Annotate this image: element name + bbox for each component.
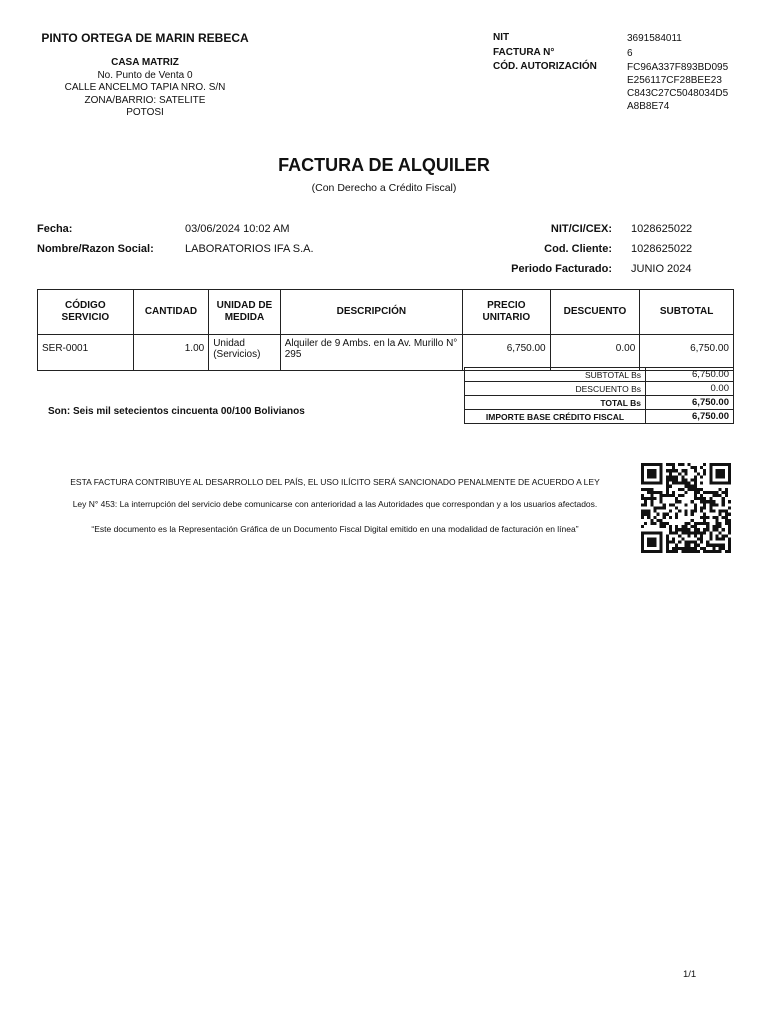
fecha-label: Fecha: xyxy=(37,223,73,235)
cell-codigo: SER-0001 xyxy=(38,335,134,371)
col-header-descripcion: DESCRIPCIÓN xyxy=(280,290,462,335)
nombre-label: Nombre/Razon Social: xyxy=(37,243,154,255)
totals-row-subtotal xyxy=(465,368,734,382)
qr-code-icon xyxy=(641,463,731,553)
cell-precio: 6,750.00 xyxy=(463,335,551,371)
invoice-number-value: 6 xyxy=(627,47,633,59)
descuento-value: 0.00 xyxy=(646,382,734,396)
period-label: Periodo Facturado: xyxy=(511,263,612,275)
col-header-subtotal: SUBTOTAL xyxy=(640,290,734,335)
cell-unidad: Unidad (Servicios) xyxy=(209,335,281,371)
page-number: 1/1 xyxy=(683,969,697,980)
authorization-code-line: E256117CF28BEE23 xyxy=(627,75,722,86)
authorization-label: CÓD. AUTORIZACIÓN xyxy=(493,61,597,72)
authorization-code-line: C843C27C5048034D5 xyxy=(627,88,729,99)
issuer-branch: CASA MATRIZ xyxy=(111,57,179,68)
issuer-city: POTOSI xyxy=(126,107,164,118)
issuer-address-line1: CALLE ANCELMO TAPIA NRO. S/N xyxy=(64,82,226,93)
issuer-address-line2: ZONA/BARRIO: SATELITE xyxy=(84,94,206,106)
items-table xyxy=(37,289,734,371)
client-nit-value: 1028625022 xyxy=(631,223,693,235)
col-header-precio: PRECIO UNITARIO xyxy=(463,290,551,335)
table-header-row xyxy=(38,290,734,335)
client-code-label: Cod. Cliente: xyxy=(544,243,612,255)
amount-in-words: Son: Seis mil setecientos cincuenta 00/100 Bolivianos xyxy=(48,406,305,417)
subtotal-label: SUBTOTAL Bs xyxy=(465,368,646,382)
cell-descripcion: Alquiler de 9 Ambs. en la Av. Murillo N° 295 xyxy=(280,335,462,371)
legal-line-2: Ley N° 453: La interrupción del servicio debe comunicarse con anterioridad a las Autoridades que correspondan y a los usuarios afectados. xyxy=(72,499,598,509)
issuer-name: PINTO ORTEGA DE MARIN REBECA xyxy=(41,31,249,45)
importe-label: IMPORTE BASE CRÉDITO FISCAL xyxy=(465,410,646,424)
period-value: JUNIO 2024 xyxy=(631,263,692,275)
document-subtitle: (Con Derecho a Crédito Fiscal) xyxy=(311,182,457,194)
cell-descuento: 0.00 xyxy=(550,335,640,371)
invoice-number-label: FACTURA N° xyxy=(493,46,555,58)
nit-value: 3691584011 xyxy=(627,33,682,44)
subtotal-value: 6,750.00 xyxy=(646,368,734,382)
col-header-cantidad: CANTIDAD xyxy=(133,290,209,335)
authorization-code-line: FC96A337F893BD095 xyxy=(627,62,729,73)
meta-labels xyxy=(493,31,597,75)
document-title: FACTURA DE ALQUILER xyxy=(278,155,490,175)
nit-label: NIT xyxy=(493,32,510,43)
issuer-details xyxy=(30,57,260,120)
table-row xyxy=(38,335,734,371)
legal-line-3: “Este documento es la Representación Gráfica de un Documento Fiscal Digital emitido en una modalidad de facturación en línea” xyxy=(91,524,579,534)
totals-row-descuento xyxy=(465,382,734,396)
nombre-value: LABORATORIOS IFA S.A. xyxy=(185,243,314,255)
descuento-label: DESCUENTO Bs xyxy=(465,382,646,396)
totals-row-importe xyxy=(465,410,734,424)
fecha-value: 03/06/2024 10:02 AM xyxy=(185,223,290,235)
col-header-codigo: CÓDIGO SERVICIO xyxy=(38,290,134,335)
issuer-point-of-sale: No. Punto de Venta 0 xyxy=(97,69,193,81)
legal-line-1: ESTA FACTURA CONTRIBUYE AL DESARROLLO DEL PAÍS, EL USO ILÍCITO SERÁ SANCIONADO PENALMENTE DE ACUERDO A LEY xyxy=(70,477,600,487)
col-header-descuento: DESCUENTO xyxy=(550,290,640,335)
importe-value: 6,750.00 xyxy=(646,410,734,424)
total-label: TOTAL Bs xyxy=(465,396,646,410)
cell-subtotal: 6,750.00 xyxy=(640,335,734,371)
col-header-unidad: UNIDAD DE MEDIDA xyxy=(209,290,281,335)
client-code-value: 1028625022 xyxy=(631,243,693,255)
meta-values xyxy=(627,32,757,113)
authorization-code xyxy=(627,61,757,113)
client-nit-label: NIT/CI/CEX: xyxy=(550,223,612,235)
total-value: 6,750.00 xyxy=(646,396,734,410)
totals-table xyxy=(464,367,734,424)
authorization-code-line: A8B8E74 xyxy=(627,101,670,112)
totals-row-total xyxy=(465,396,734,410)
cell-cantidad: 1.00 xyxy=(133,335,209,371)
